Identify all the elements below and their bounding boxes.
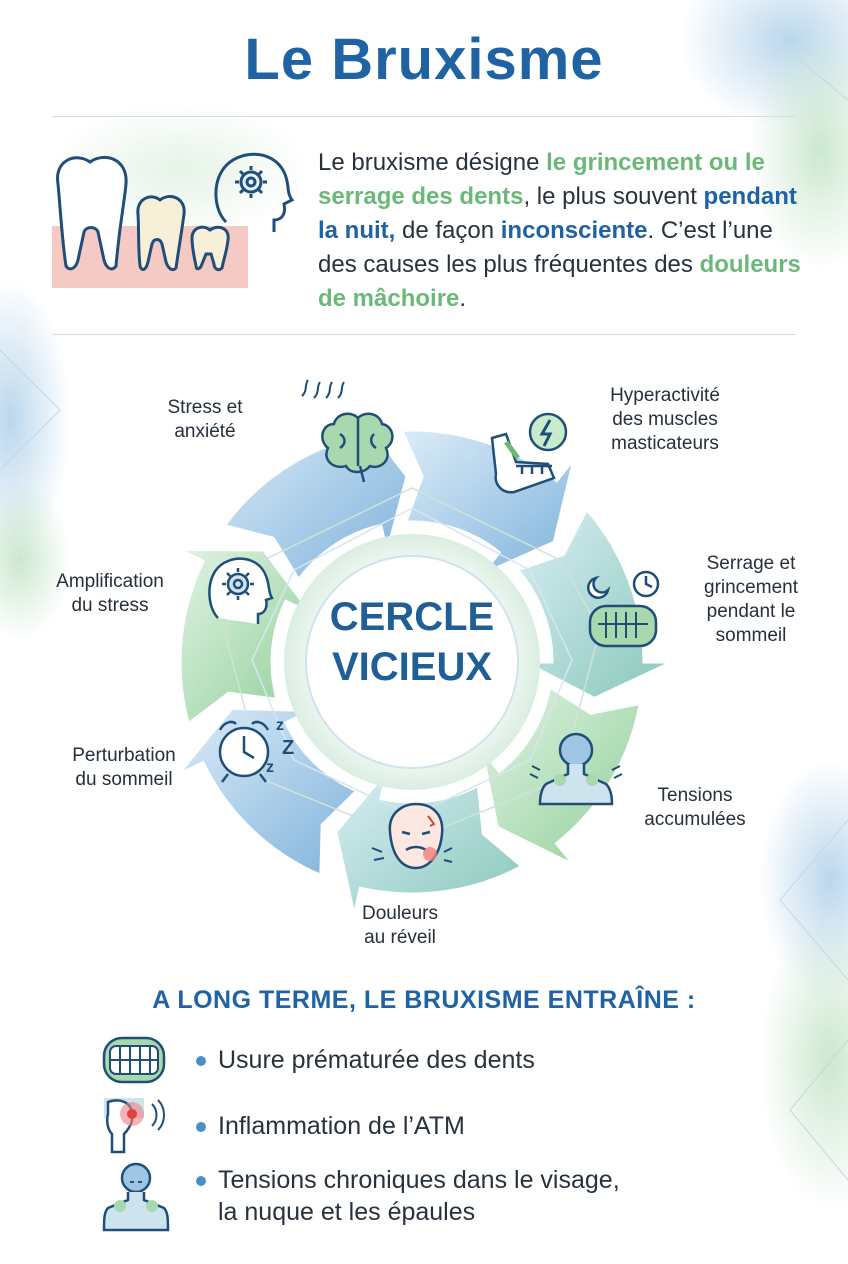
cycle-center-label: CERCLE VICIEUX	[329, 595, 495, 689]
step-label-stress: Stress et anxiété	[167, 397, 243, 442]
intro-highlight-unconscious: inconsciente	[500, 217, 648, 244]
step-label-tensions: Tensions accumulées	[644, 785, 746, 830]
intro-highlight-grinding: le grincement ou le serrage des dents	[318, 149, 765, 210]
intro-text-5: .	[459, 285, 467, 312]
intro-paragraph	[318, 146, 818, 316]
long-term-heading: A LONG TERME, LE BRUXISME ENTRAÎNE :	[152, 986, 696, 1014]
svg-text:z: z	[266, 759, 274, 776]
consequence-text: Tensions chroniques dans le visage, la nuque et les épaules	[218, 1166, 620, 1226]
person-tension-icon	[100, 1160, 172, 1232]
head-gear-icon	[216, 154, 292, 232]
svg-text:Z: Z	[282, 737, 295, 759]
consequence-item	[0, 1094, 848, 1154]
step-label-sleep-disruption: Perturbation du sommeil	[72, 745, 176, 790]
page-title: Le Bruxisme	[244, 27, 604, 92]
consequence-text: Inflammation de l’ATM	[218, 1112, 465, 1140]
consequence-item	[0, 1032, 848, 1092]
consequence-item	[0, 1160, 848, 1236]
teeth-illustration	[46, 140, 296, 300]
middle-divider	[52, 334, 796, 335]
intro-text-4: . C’est l’une des causes les plus fréquentes des	[318, 217, 773, 278]
worn-teeth-icon	[100, 1032, 168, 1088]
intro-highlight-night: pendant la nuit,	[318, 183, 797, 244]
bullet	[196, 1056, 206, 1066]
step-label-morning-pain: Douleurs au réveil	[361, 903, 439, 948]
bullet	[196, 1176, 206, 1186]
consequence-text: Usure prématurée des dents	[218, 1046, 535, 1074]
intro-highlight-jaw-pain: douleurs de mâchoire	[318, 251, 801, 312]
step-label-stress-amplification: Amplification du stress	[56, 571, 164, 616]
bullet	[196, 1122, 206, 1132]
top-divider	[52, 116, 796, 117]
intro-text-2: , le plus souvent	[523, 183, 704, 210]
step-label-hyperactivity: Hyperactivité des muscles masticateurs	[610, 385, 720, 454]
tmj-inflammation-icon	[100, 1094, 172, 1154]
intro-text-3: de façon	[395, 217, 501, 244]
svg-text:z: z	[276, 717, 284, 734]
intro-text-1: Le bruxisme désigne	[318, 149, 547, 176]
step-label-grinding: Serrage et grincement pendant le sommeil	[704, 553, 798, 646]
